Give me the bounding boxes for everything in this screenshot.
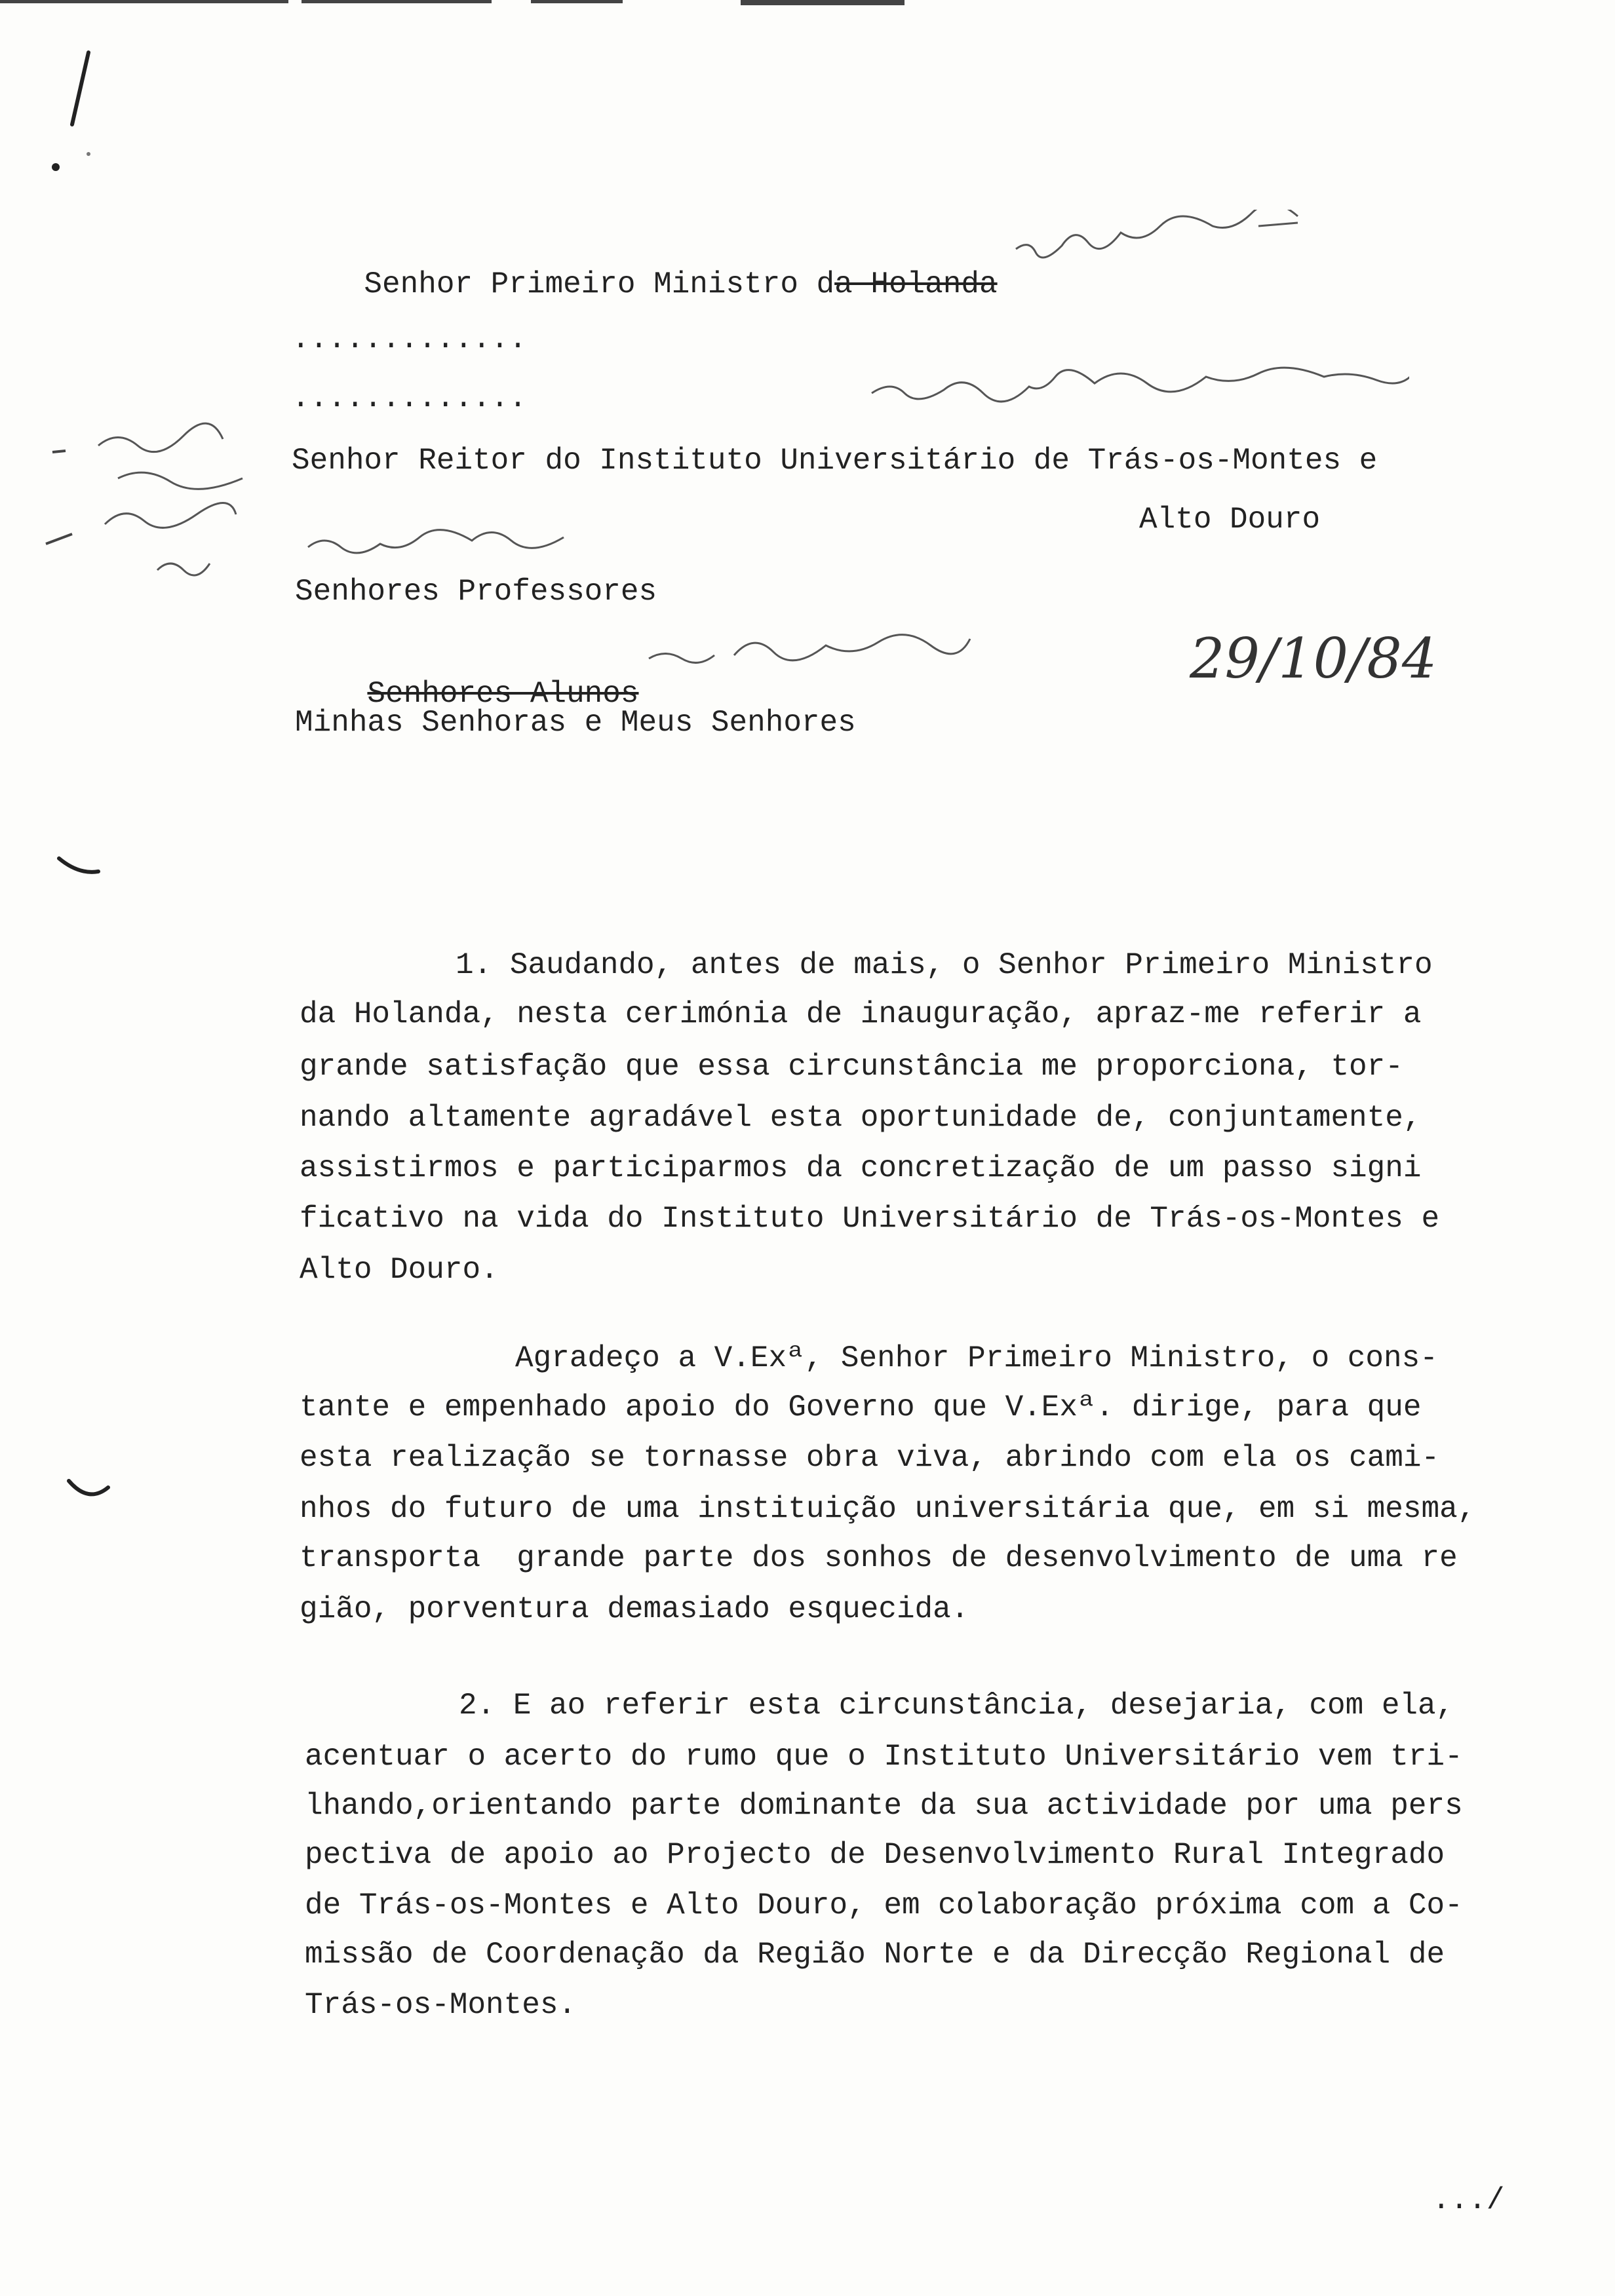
text-line: gião, porventura demasiado esquecida.	[300, 1592, 969, 1626]
struck-text: Senhores Alunos	[367, 677, 639, 711]
text-line: tante e empenhado apoio do Governo que V.Exª. dirige, para que	[300, 1390, 1422, 1425]
bracket-mark	[52, 852, 105, 885]
dots-line: .............	[292, 381, 527, 415]
text-line: esta realização se tornasse obra viva, abrindo com ela os cami-	[300, 1441, 1440, 1475]
scan-edge-line	[741, 0, 905, 5]
salutation-text: Senhor Primeiro Ministro d	[364, 267, 835, 301]
handwritten-scribble	[1009, 210, 1311, 282]
text-line: grande satisfação que essa circunstância me proporciona, tor-	[300, 1050, 1403, 1084]
scan-edge-line	[302, 0, 492, 3]
text-line: assistirmos e participarmos da concretização de um passo signi	[300, 1151, 1422, 1185]
text-line: nhos do futuro de uma instituição universitária que, em si mesma,	[300, 1492, 1476, 1526]
margin-handwriting	[39, 413, 262, 596]
handwritten-date: 29/10/84	[1190, 626, 1437, 691]
text-line: Alto Douro.	[300, 1253, 499, 1287]
struck-text: a Holanda	[834, 267, 998, 301]
scan-edge-line	[0, 0, 288, 3]
text-line: de Trás-os-Montes e Alto Douro, em colaboração próxima com a Co-	[305, 1888, 1463, 1923]
text-line: 2. E ao referir esta circunstância, desejaria, com ela,	[459, 1689, 1454, 1723]
bracket-mark	[62, 1474, 115, 1514]
salutation-rector: Senhor Reitor do Instituto Universitário de Trás-os-Montes e	[292, 444, 1378, 478]
salutation-professors: Senhores Professores	[295, 575, 657, 609]
handwritten-scribble	[302, 524, 603, 564]
text-line: Trás-os-Montes.	[305, 1988, 577, 2022]
text-line: 1. Saudando, antes de mais, o Senhor Primeiro Ministro	[456, 948, 1433, 982]
pen-stroke-mark	[26, 39, 105, 183]
text-line: Agradeço a V.Exª, Senhor Primeiro Ministro, o cons-	[515, 1341, 1438, 1375]
dots-line: .............	[292, 322, 527, 356]
text-line: nando altamente agradável esta oportunidade de, conjuntamente,	[300, 1101, 1422, 1135]
text-line: lhando,orientando parte dominante da sua actividade por uma pers	[305, 1789, 1463, 1823]
text-line: acentuar o acerto do rumo que o Instituto Universitário vem tri-	[305, 1740, 1463, 1774]
salutation-ladies-gentlemen: Minhas Senhoras e Meus Senhores	[295, 706, 856, 740]
text-line: ficativo na vida do Instituto Universitário de Trás-os-Montes e	[300, 1202, 1440, 1236]
handwritten-scribble	[865, 360, 1409, 419]
scan-edge-line	[531, 0, 623, 3]
text-line: da Holanda, nesta cerimónia de inauguração, apraz-me referir a	[300, 997, 1422, 1031]
text-line: transporta grande parte dos sonhos de desenvolvimento de uma re	[300, 1541, 1458, 1575]
text-line: missão de Coordenação da Região Norte e da Direcção Regional de	[305, 1938, 1445, 1972]
handwritten-scribble	[642, 629, 983, 675]
text-line: pectiva de apoio ao Projecto de Desenvolvimento Rural Integrado	[305, 1838, 1445, 1872]
continuation-mark: .../	[1432, 2183, 1505, 2217]
salutation-rector-cont: Alto Douro	[1139, 503, 1321, 537]
